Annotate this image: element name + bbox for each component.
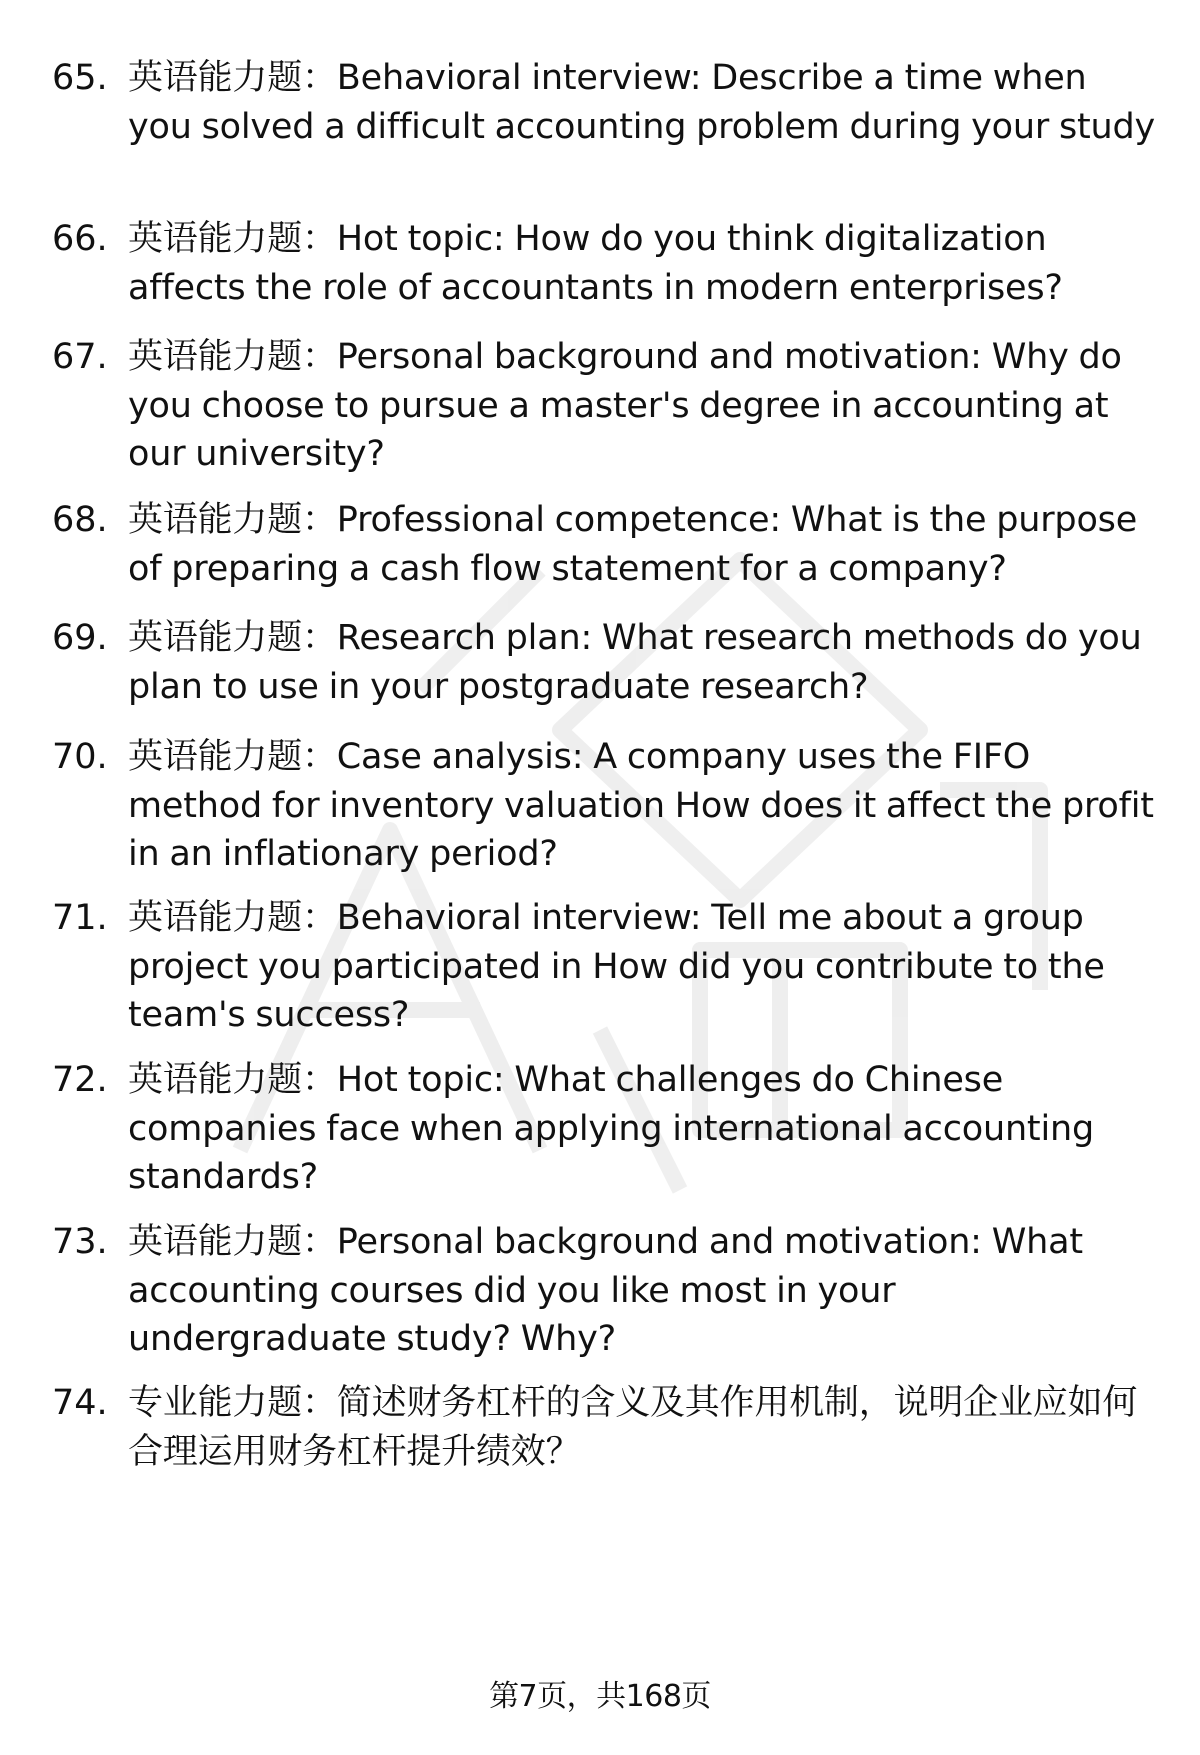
question-text: 英语能力题：Hot topic: How do you think digitalization affects the role of accountants in modern enterprises? — [128, 219, 1063, 308]
question-number: 68. — [52, 500, 108, 540]
question-number: 69. — [52, 618, 108, 658]
question-text: 专业能力题：简述财务杠杆的含义及其作用机制，说明企业应如何合理运用财务杠杆提升绩效？ — [128, 1383, 1138, 1472]
question-text: 英语能力题：Behavioral interview: Describe a time when you solved a difficult accounting problem during your study — [128, 58, 1156, 147]
question-text: 英语能力题：Professional competence: What is the purpose of preparing a cash flow statement for a company? — [128, 500, 1138, 589]
question-text: 英语能力题：Research plan: What research methods do you plan to use in your postgraduate research? — [128, 618, 1142, 707]
page-number: 第7页，共168页 — [489, 1679, 711, 1714]
question-text: 英语能力题：Case analysis: A company uses the FIFO method for inventory valuation How does it affect the profit in an inflationary period? — [128, 737, 1154, 874]
question-text: 英语能力题：Behavioral interview: Tell me about a group project you participated in How did you contribute to the team's success? — [128, 898, 1105, 1035]
question-number: 74. — [52, 1383, 108, 1423]
question-number: 70. — [52, 737, 108, 777]
question-number: 71. — [52, 898, 108, 938]
question-number: 72. — [52, 1060, 108, 1100]
question-number: 67. — [52, 337, 108, 377]
question-text: 英语能力题：Hot topic: What challenges do Chinese companies face when applying international accounting standards? — [128, 1060, 1094, 1197]
question-number: 66. — [52, 219, 108, 259]
question-number: 65. — [52, 58, 108, 98]
question-text: 英语能力题：Personal background and motivation: Why do you choose to pursue a master's degree in accounting at our university? — [128, 337, 1122, 474]
question-text: 英语能力题：Personal background and motivation: What accounting courses did you like most in your undergraduate study? Why? — [128, 1222, 1083, 1359]
question-number: 73. — [52, 1222, 108, 1262]
